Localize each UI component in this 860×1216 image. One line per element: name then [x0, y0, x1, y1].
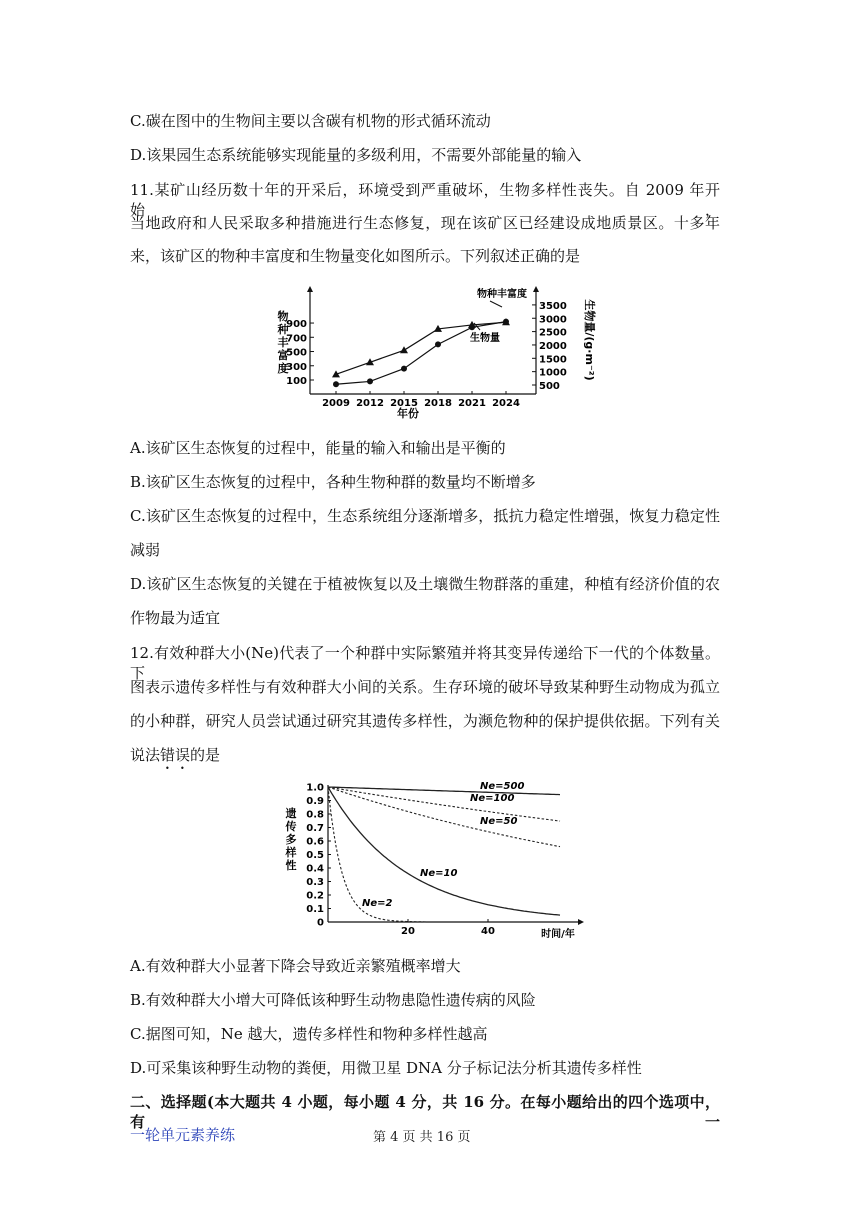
q12-stem-line-2: 图表示遗传多样性与有效种群大小间的关系。生存环境的破坏导致某种野生动物成为孤立	[130, 678, 720, 696]
q11-option-b: B.该矿区生态恢复的过程中，各种生物种群的数量均不断增多	[130, 473, 536, 491]
chart-genetic-diversity	[280, 775, 590, 945]
series-line-ne-100	[328, 787, 560, 821]
y-tick-label: 0.1	[306, 904, 324, 915]
footer-page-number: 第 4 页 共 16 页	[373, 1130, 471, 1145]
right-tick-label: 3000	[539, 314, 567, 326]
series-label-ne-500: Ne=500	[480, 781, 525, 792]
x-tick-label: 40	[481, 926, 495, 937]
biomass-series-label: 生物量	[470, 333, 500, 344]
left-axis-title: 物种丰富度	[277, 310, 289, 375]
richness-point	[367, 378, 373, 384]
q11-option-c-line-2: 减弱	[130, 541, 161, 559]
series-label-ne-50: Ne=50	[480, 816, 518, 827]
q11-option-c-line-1: C.该矿区生态恢复的过程中，生态系统组分逐渐增多，抵抗力稳定性增强，恢复力稳定性	[130, 507, 720, 525]
q12-option-a: A.有效种群大小显著下降会导致近亲繁殖概率增大	[130, 957, 461, 975]
x-axis-title: 时间/年	[541, 929, 575, 940]
q12-stem-line-1: 12.有效种群大小(Ne)代表了一个种群中实际繁殖并将其变异传递给下一代的个体数量。下	[130, 644, 720, 682]
q12-stem-line-4	[130, 745, 220, 773]
footer-left-label: 一轮单元素养练	[130, 1126, 236, 1144]
y-tick-label: 0.2	[306, 890, 324, 902]
series-label-ne-100: Ne=100	[470, 793, 515, 804]
y-tick-label: 0.8	[306, 809, 324, 821]
x-tick-label: 2024	[492, 398, 520, 409]
q12-option-d: D.可采集该种野生动物的粪便，用微卫星 DNA 分子标记法分析其遗传多样性	[130, 1059, 642, 1077]
x-tick-label: 2021	[458, 398, 486, 409]
richness-point	[435, 341, 441, 347]
x-axis-title: 年份	[397, 407, 419, 420]
y-tick-label: 0.7	[306, 823, 324, 834]
q11-option-a: A.该矿区生态恢复的过程中，能量的输入和输出是平衡的	[130, 439, 506, 457]
richness-series-label: 物种丰富度	[477, 289, 527, 300]
q11-stem-line-2: 当地政府和人民采取多种措施进行生态修复，现在该矿区已经建设成地质景区。十多年	[130, 214, 720, 232]
y-tick-label: 1.0	[306, 782, 324, 794]
q12-stem-emphasis: 错误	[160, 746, 191, 764]
y-tick-label: 0.9	[306, 796, 324, 807]
richness-point	[401, 366, 407, 372]
q12-option-b: B.有效种群大小增大可降低该种野生动物患隐性遗传病的风险	[130, 991, 536, 1009]
biomass-point	[400, 346, 408, 353]
q11-stem-line-1: 11.某矿山经历数十年的开采后，环境受到严重破坏，生物多样性丧失。自 2009 年开始，	[130, 181, 720, 219]
right-tick-label: 3500	[539, 300, 567, 312]
series-label-ne-2: Ne=2	[362, 898, 393, 909]
x-axis-arrow	[578, 919, 584, 925]
x-tick-label: 2015	[390, 398, 418, 409]
left-tick-label: 100	[286, 376, 307, 387]
chart-richness-biomass	[270, 280, 600, 420]
richness-line	[336, 322, 506, 385]
series-label-ne-10: Ne=10	[420, 868, 458, 879]
right-tick-label: 500	[539, 381, 560, 392]
q12-stem-prefix: 说法	[130, 746, 161, 764]
q11-stem-line-3: 来，该矿区的物种丰富度和生物量变化如图所示。下列叙述正确的是	[130, 247, 581, 265]
q12-option-c: C.据图可知，Ne 越大，遗传多样性和物种多样性越高	[130, 1025, 488, 1043]
right-tick-label: 2500	[539, 327, 567, 339]
richness-label-leader	[490, 301, 502, 307]
y-tick-label: 0.6	[306, 836, 324, 848]
series-line-ne-10	[328, 787, 560, 915]
y-tick-label: 0.3	[306, 877, 324, 888]
right-axis-arrow	[533, 286, 539, 292]
right-tick-label: 1500	[539, 354, 567, 366]
x-tick-label: 2012	[356, 398, 384, 409]
q12-stem-suffix: 的是	[190, 746, 221, 764]
y-tick-label: 0	[317, 917, 324, 929]
y-tick-label: 0.5	[306, 850, 324, 861]
biomass-line	[336, 322, 506, 374]
y-tick-label: 0.4	[306, 863, 324, 875]
y-axis-title: 遗传多样性	[285, 807, 297, 872]
left-axis-arrow	[307, 286, 313, 292]
right-tick-label: 2000	[539, 340, 567, 352]
left-tick-label: 900	[286, 319, 307, 331]
q11-option-d-line-2: 作物最为适宜	[130, 609, 221, 627]
q10-option-c: C.碳在图中的生物间主要以含碳有机物的形式循环流动	[130, 112, 491, 130]
q11-option-d-line-1: D.该矿区生态恢复的关键在于植被恢复以及土壤微生物群落的重建，种植有经济价值的农	[130, 575, 720, 593]
section-two-heading: 二、选择题(本大题共 4 小题，每小题 4 分，共 16 分。在每小题给出的四个选项中，有一	[130, 1093, 720, 1131]
q12-stem-line-3: 的小种群，研究人员尝试通过研究其遗传多样性，为濒危物种的保护提供依据。下列有关	[130, 712, 720, 730]
series-line-ne-500	[328, 787, 560, 795]
x-tick-label: 20	[401, 926, 415, 937]
richness-point	[333, 381, 339, 387]
left-tick-label: 700	[286, 333, 307, 345]
right-axis-title: 生物量/(g·m⁻²)	[583, 299, 596, 381]
right-tick-label: 1000	[539, 367, 567, 379]
left-tick-label: 500	[286, 347, 307, 359]
q10-option-d: D.该果园生态系统能够实现能量的多级利用，不需要外部能量的输入	[130, 146, 582, 164]
x-tick-label: 2009	[322, 398, 350, 409]
x-tick-label: 2018	[424, 398, 452, 409]
left-tick-label: 300	[286, 361, 307, 373]
